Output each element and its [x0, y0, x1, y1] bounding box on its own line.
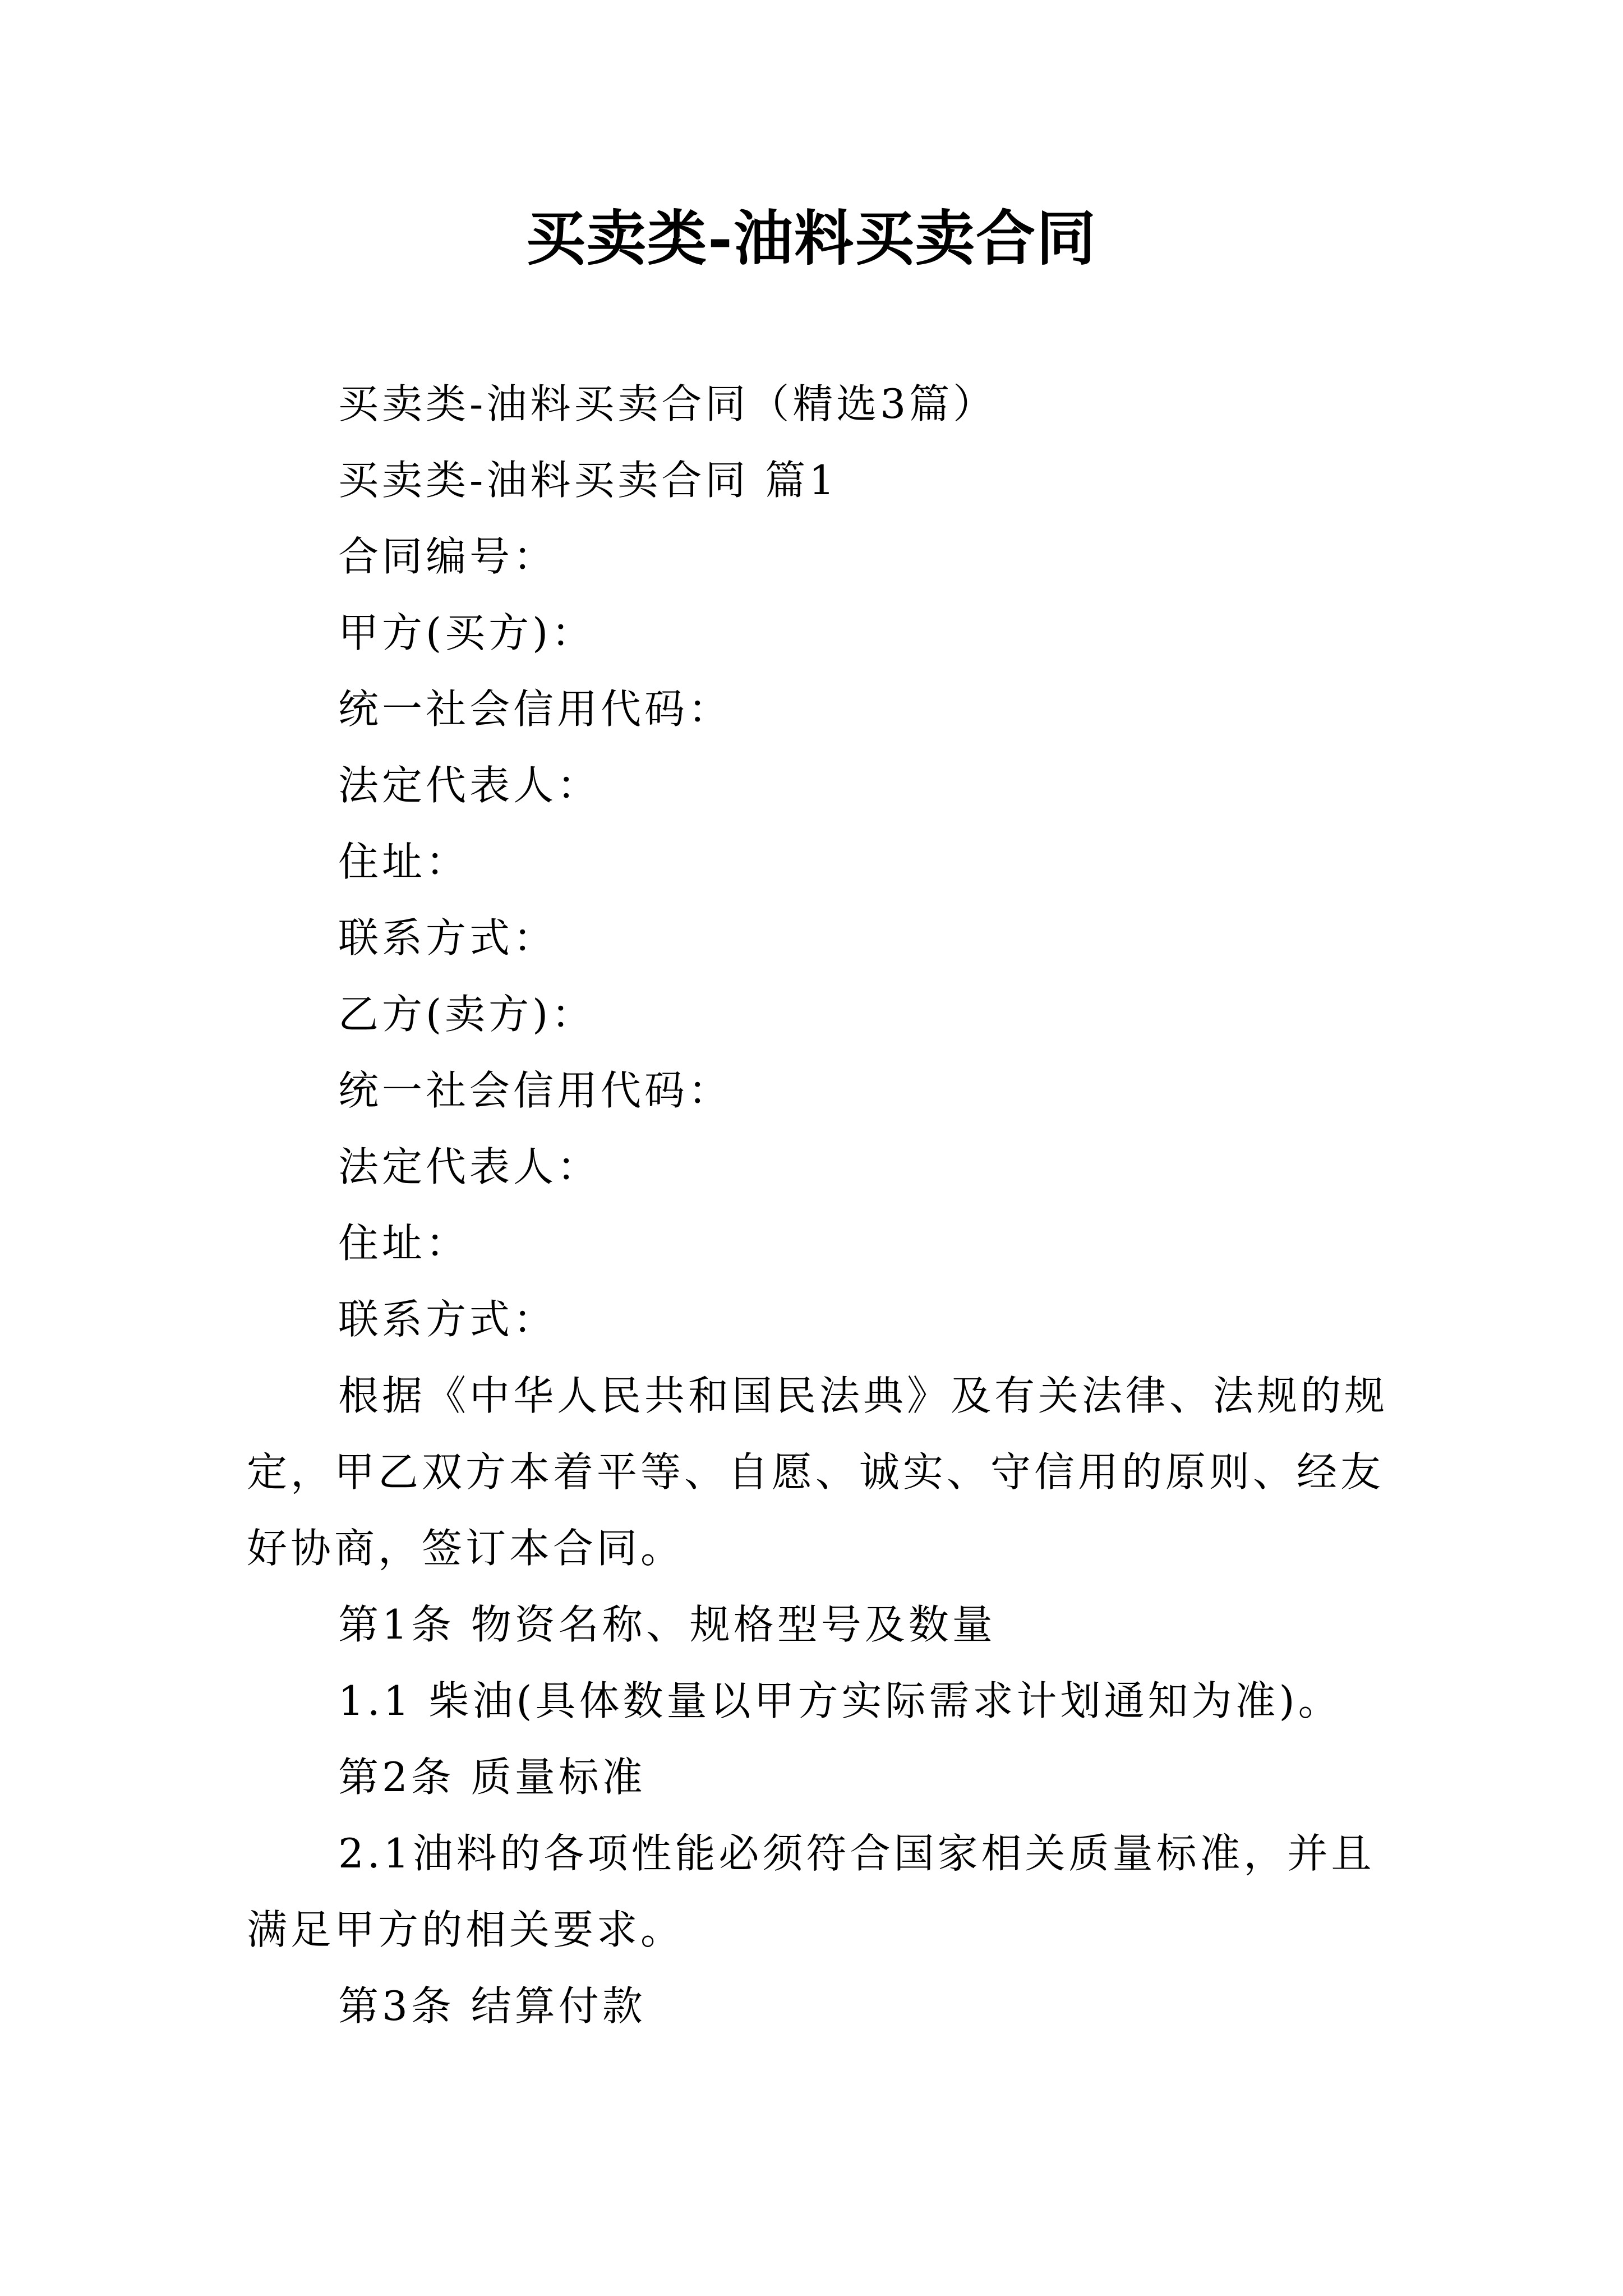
paragraph-line: 统一社会信用代码：: [338, 1067, 732, 1114]
paragraph-line: 联系方式：: [338, 914, 557, 961]
paragraph-line: 第3条 结算付款: [338, 1982, 646, 2030]
paragraph-line: 第2条 质量标准: [338, 1754, 646, 1801]
document-title: 买卖类-油料买卖合同: [526, 203, 1097, 273]
paragraph-line: 合同编号：: [338, 533, 557, 580]
paragraph-line: 乙方(卖方)：: [338, 991, 596, 1038]
paragraph-line: 好协商，签订本合同。: [247, 1525, 685, 1572]
paragraph-line: 1.1 柴油(具体数量以甲方实际需求计划通知为准)。: [338, 1677, 1342, 1724]
paragraph-line: 法定代表人：: [338, 1143, 601, 1190]
paragraph-line: 统一社会信用代码：: [338, 685, 732, 733]
paragraph-line: 满足甲方的相关要求。: [247, 1906, 685, 1953]
paragraph-line: 2.1油料的各项性能必须符合国家相关质量标准，并且: [338, 1830, 1375, 1877]
paragraph-line: 住址：: [338, 838, 470, 885]
paragraph-line: 住址：: [338, 1220, 470, 1267]
paragraph-line: 联系方式：: [338, 1296, 557, 1343]
paragraph-line: 第1条 物资名称、规格型号及数量: [338, 1601, 996, 1648]
paragraph-line: 根据《中华人民共和国民法典》及有关法律、法规的规: [338, 1372, 1389, 1419]
paragraph-line: 买卖类-油料买卖合同（精选3篇）: [338, 380, 997, 427]
paragraph-line: 定，甲乙双方本着平等、自愿、诚实、守信用的原则、经友: [247, 1448, 1385, 1496]
paragraph-line: 买卖类-油料买卖合同 篇1: [338, 457, 838, 504]
paragraph-line: 法定代表人：: [338, 762, 601, 809]
paragraph-line: 甲方(买方)：: [338, 609, 596, 656]
